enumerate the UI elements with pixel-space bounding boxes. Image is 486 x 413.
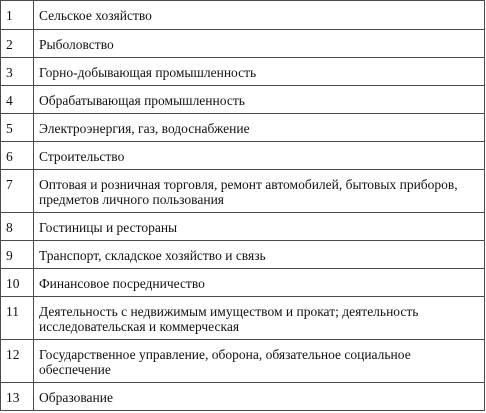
table-row bbox=[1, 86, 485, 114]
row-name: Финансовое посредничество bbox=[34, 269, 485, 297]
table-row bbox=[1, 269, 485, 297]
row-name: Обрабатывающая промышленность bbox=[34, 86, 485, 114]
row-name: Рыболовство bbox=[34, 30, 485, 58]
row-number: 10 bbox=[1, 269, 34, 297]
row-number: 7 bbox=[1, 170, 34, 213]
row-name: Строительство bbox=[34, 142, 485, 170]
row-name: Сельское хозяйство bbox=[34, 1, 485, 30]
row-number: 1 bbox=[1, 1, 34, 30]
table-row bbox=[1, 1, 485, 30]
table-row bbox=[1, 30, 485, 58]
row-number: 3 bbox=[1, 58, 34, 86]
table-row bbox=[1, 170, 485, 213]
row-number: 4 bbox=[1, 86, 34, 114]
row-name: Гостиницы и рестораны bbox=[34, 213, 485, 241]
row-name: Образование bbox=[34, 383, 485, 411]
row-name: Деятельность с недвижимым имуществом и прокат; деятельность исследовательская и коммерческая bbox=[34, 297, 485, 340]
row-number: 13 bbox=[1, 383, 34, 411]
table-row bbox=[1, 383, 485, 411]
table-row bbox=[1, 213, 485, 241]
row-name: Горно-добывающая промышленность bbox=[34, 58, 485, 86]
table-row bbox=[1, 241, 485, 269]
row-number: 8 bbox=[1, 213, 34, 241]
row-name: Оптовая и розничная торговля, ремонт автомобилей, бытовых приборов, предметов личного пользования bbox=[34, 170, 485, 213]
row-name: Электроэнергия, газ, водоснабжение bbox=[34, 114, 485, 142]
row-number: 2 bbox=[1, 30, 34, 58]
row-number: 12 bbox=[1, 340, 34, 383]
row-number: 5 bbox=[1, 114, 34, 142]
table-row bbox=[1, 58, 485, 86]
row-name: Государственное управление, оборона, обязательное социальное обеспечение bbox=[34, 340, 485, 383]
row-number: 11 bbox=[1, 297, 34, 340]
row-name: Транспорт, складское хозяйство и связь bbox=[34, 241, 485, 269]
table-row bbox=[1, 142, 485, 170]
table-row bbox=[1, 297, 485, 340]
table-row bbox=[1, 340, 485, 383]
table-row bbox=[1, 114, 485, 142]
row-number: 6 bbox=[1, 142, 34, 170]
row-number: 9 bbox=[1, 241, 34, 269]
